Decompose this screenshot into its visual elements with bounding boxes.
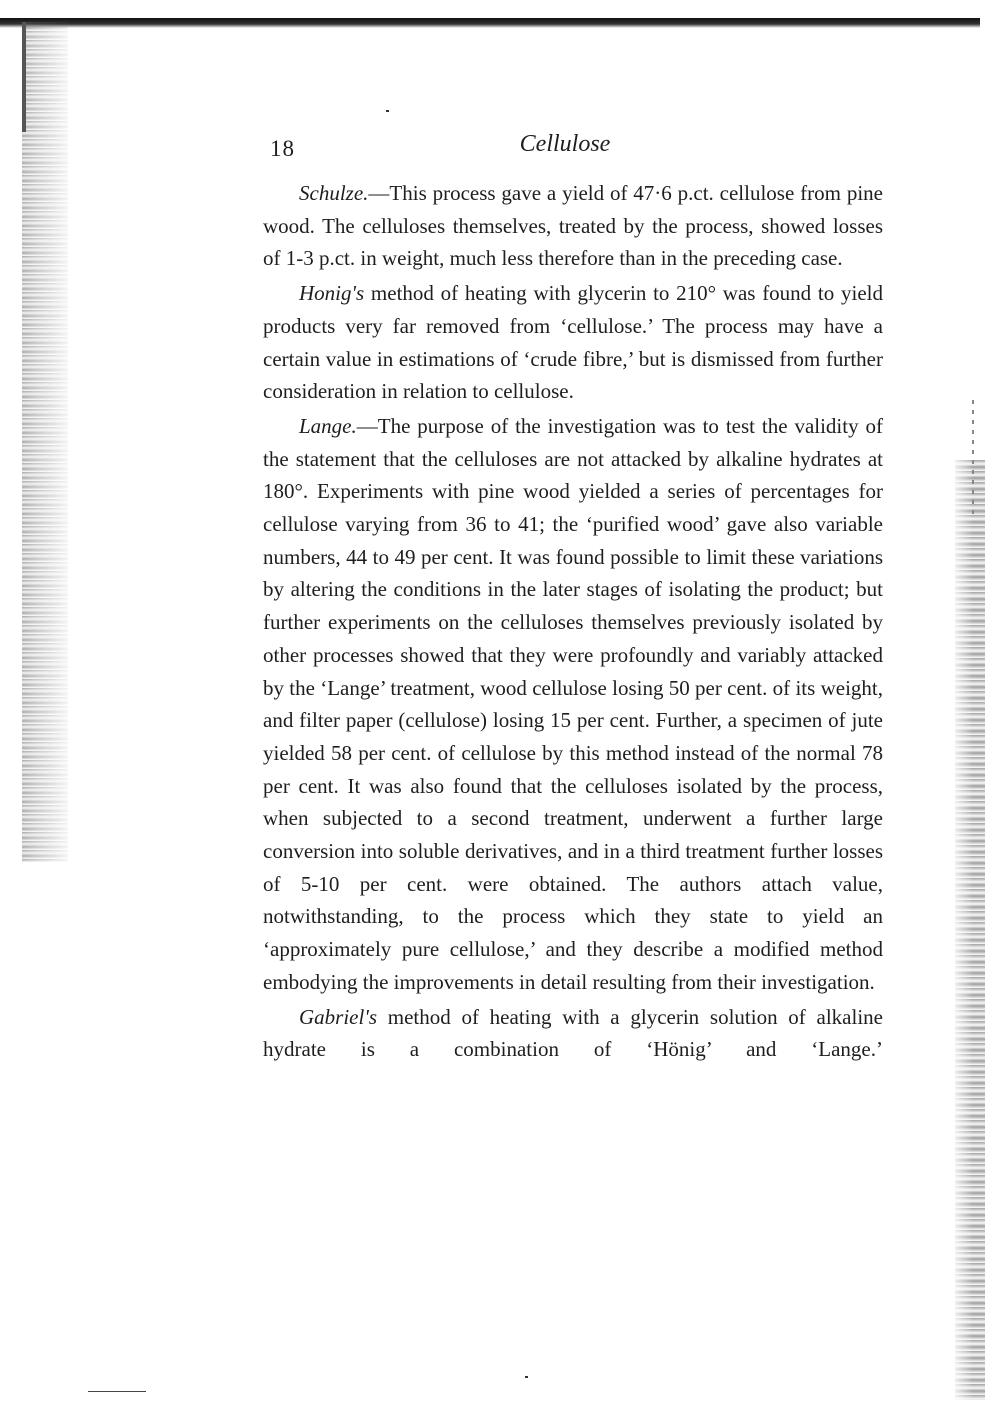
scan-edge-right <box>972 400 974 520</box>
scan-mark <box>88 1391 146 1392</box>
paragraph-lead: Gabriel's <box>299 1004 377 1029</box>
paragraph-lead: Honig's <box>299 281 365 306</box>
scan-border-top <box>0 18 980 28</box>
paragraph-text: —This process gave a yield of 47·6 p.ct. cellulose from pine wood. The celluloses themselves, treated by the process, showed losses of 1-3 p.ct. in weight, much less therefore than in the preceding case. <box>263 181 883 271</box>
page-number: 18 <box>270 136 295 161</box>
paragraph-gabriel <box>263 1001 883 1066</box>
running-head <box>0 128 1000 168</box>
scan-speck <box>525 1376 528 1378</box>
paragraph-lange <box>263 410 883 999</box>
paragraph-honig <box>263 277 883 408</box>
paragraph-text: method of heating with a glycerin solution of alkaline hydrate is a combination of ‘Hönig’ and ‘Lange.’ <box>263 1004 883 1062</box>
paragraph-text: method of heating with glycerin to 210° was found to yield products very far removed from ‘cellulose.’ The process may have a certain value in estimations of ‘crude fibre,’ but is dismissed from further consideration in relation to cellulose. <box>263 281 883 404</box>
scan-shadow-right <box>955 460 985 1400</box>
scan-speck <box>386 110 389 112</box>
paragraph-lead: Lange. <box>299 413 357 438</box>
paragraph-schulze <box>263 177 883 275</box>
paragraph-text: —The purpose of the investigation was to test the validity of the statement that the celluloses are not attacked by alkaline hydrates at 180°. Experiments with pine wood yielded a series of percentages for cellulose varying from 36 to 41; the ‘purified wood’ gave also variable numbers, 44 to 49 per cent. It was found possible to limit these variations by altering the conditions in the later stages of isolating the product; but further experiments on the celluloses themselves previously isolated by other processes showed that they were profoundly and variably attacked by the ‘Lange’ treatment, wood cellulose losing 50 per cent. of its weight, and filter paper (cellulose) losing 15 per cent. Further, a specimen of jute yielded 58 per cent. of cellulose by this method instead of the normal 78 per cent. It was also found that the celluloses isolated by the process, when subjected to a second treatment, underwent a further large conversion into soluble derivatives, and in a third treatment further losses of 5-10 per cent. were obtained. The authors attach value, notwithstanding, to the process which they state to yield an ‘approximately pure cellulose,’ and they describe a modified method embodying the improvements in detail resulting from their investigation. <box>263 413 883 994</box>
paragraph-lead: Schulze. <box>299 181 369 205</box>
scan-edge-left <box>22 22 26 132</box>
running-title: Cellulose <box>519 131 611 157</box>
body-text <box>263 177 883 1066</box>
